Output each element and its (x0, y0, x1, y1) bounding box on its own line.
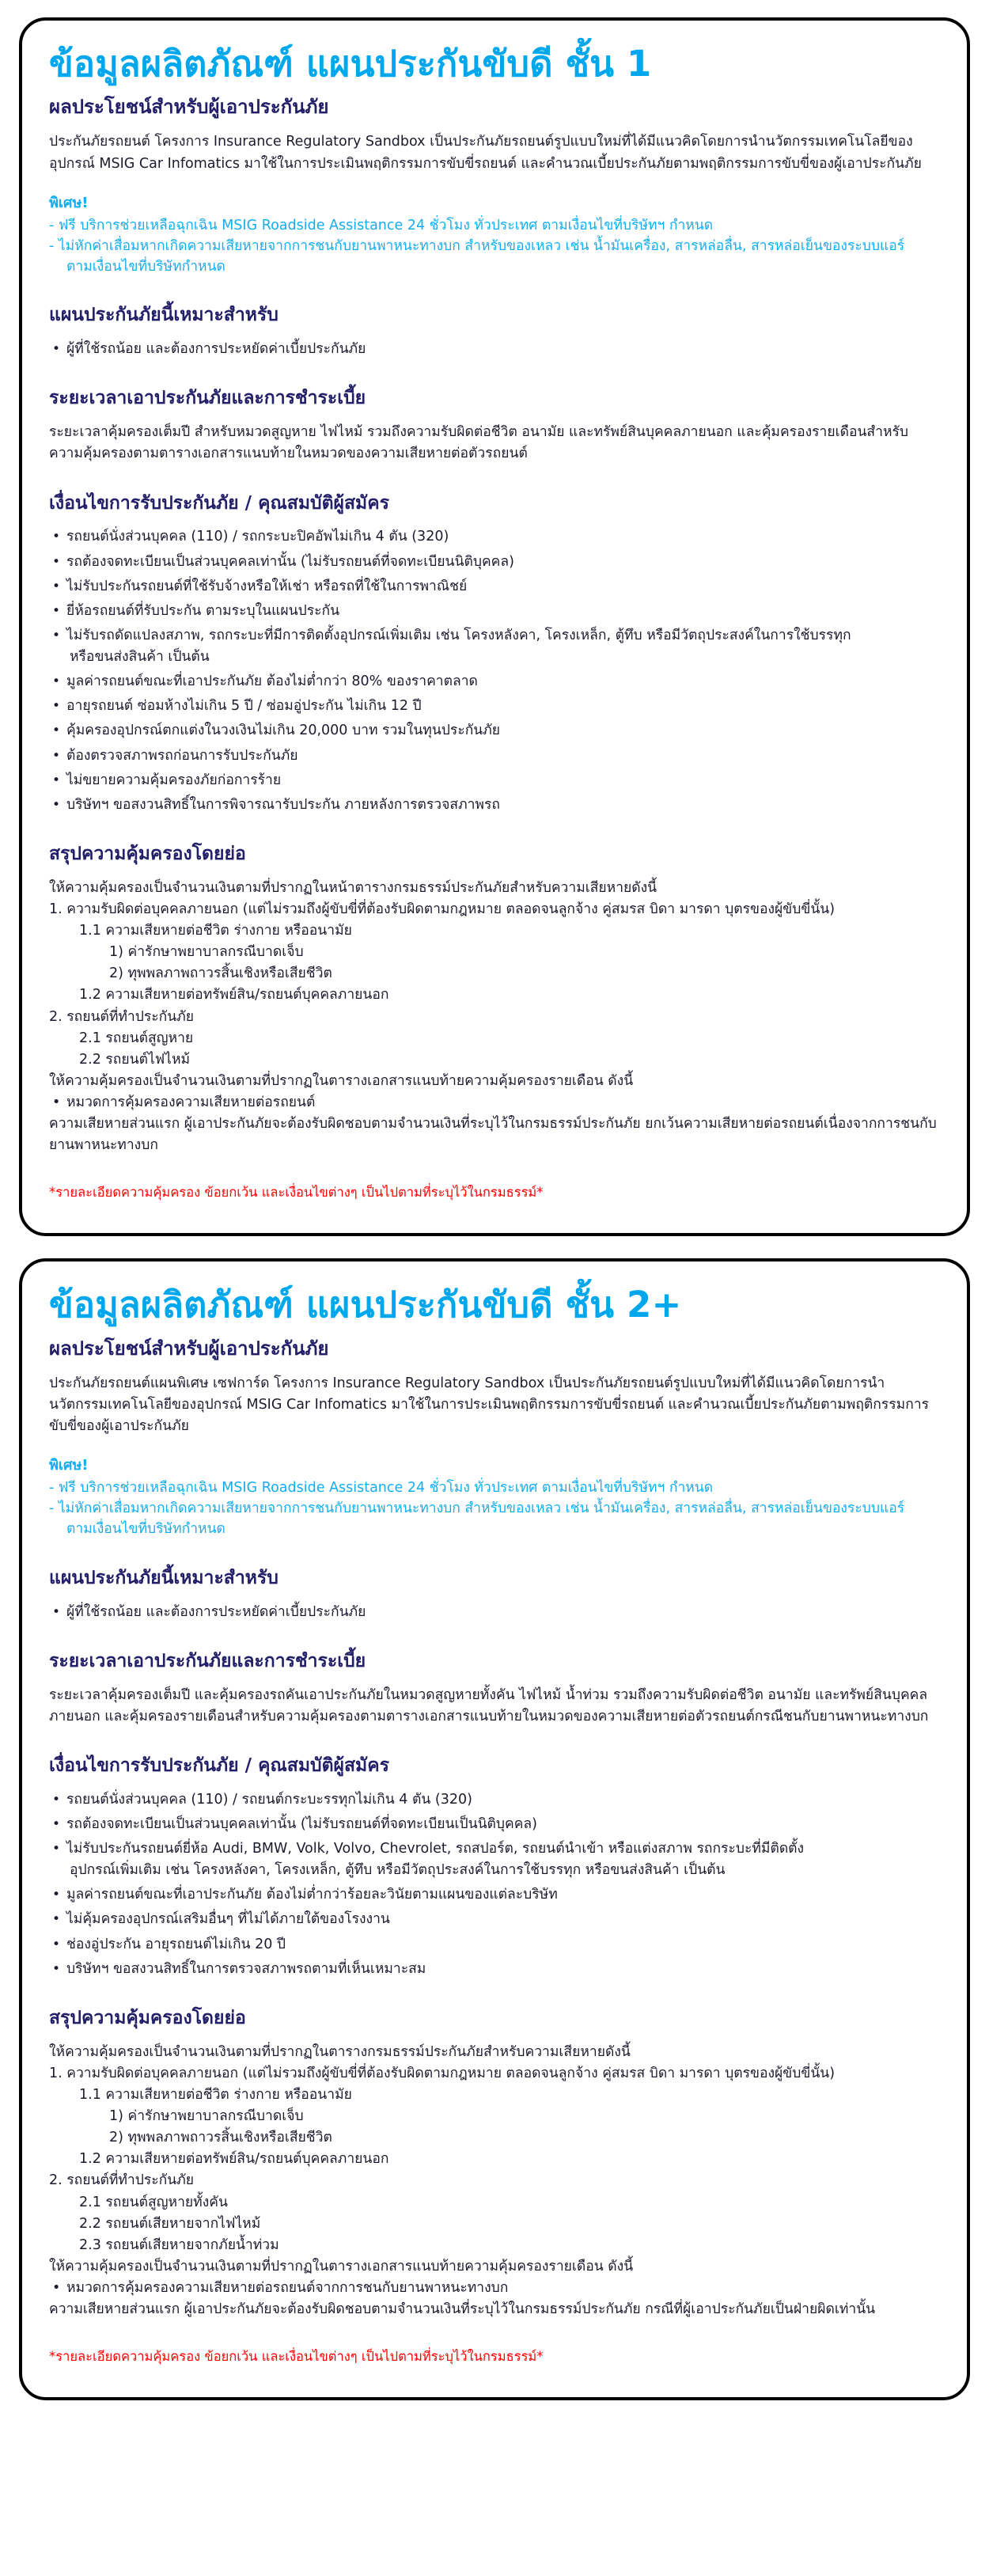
summary-line: 2) ทุพพลภาพถาวรสิ้นเชิงหรือเสียชีวิต (109, 966, 332, 982)
summary-line: ให้ความคุ้มครองเป็นจำนวนเงินตามที่ปรากฏในตารางเอกสารแนบท้ายความคุ้มครองรายเดือน ดังนี้ (49, 1072, 634, 1089)
period-paragraph: ระยะเวลาคุ้มครองเต็มปี และคุ้มครองรถคันเอาประกันภัยในหมวดสูญหายทั้งคัน ไฟไหม้ น้ำท่วม รวมถึงความรับผิดต่อชีวิต อนามัย และทรัพย์สินบุคคลภายนอก และคุ้มครองรายเดือนสำหรับความคุ้มครองตามตารางเอกสารแนบท้ายในหมวดของความเสียหายต่อตัวรถยนต์กรณีชนกับยานพาหนะทางบก (49, 1686, 929, 1724)
product-card-tier1 (19, 17, 970, 1236)
summary-line: 2.2 รถยนต์เสียหายจากไฟไหม้ (79, 2215, 261, 2232)
summary-line: • หมวดการคุ้มครองความเสียหายต่อรถยนต์ (49, 1092, 940, 1113)
list-item-text: ยี่ห้อรถยนต์ที่รับประกัน ตามระบุในแผนประกัน (66, 602, 340, 619)
list-item (49, 1934, 940, 1956)
special-line: - ฟรี บริการช่วยเหลือฉุกเฉิน MSIG Roadside Assistance 24 ชั่วโมง ทั่วประเทศ ตามเงื่อนไขที่บริษัทฯ กำหนด (49, 217, 714, 233)
benefits-heading: ผลประโยชน์สำหรับผู้เอาประกันภัย (49, 1337, 329, 1360)
list-item-text: ต้องตรวจสภาพรถก่อนการรับประกันภัย (66, 747, 298, 764)
list-item-text: ไม่รับประกันรถยนต์ยี่ห้อ Audi, BMW, Volk, Volvo, Chevrolet, รถสปอร์ต, รถยนต์นำเข้า หรือแต่งสภาพ รถกระบะที่มีติดตั้ง (66, 1841, 805, 1857)
footnote-disclaimer: *รายละเอียดความคุ้มครอง ข้อยกเว้น และเงื่อนไขต่างๆ เป็นไปตามที่ระบุไว้ในกรมธรรม์* (49, 2349, 544, 2365)
list-item (49, 720, 940, 742)
coverage-summary-heading: สรุปความคุ้มครองโดยย่อ (49, 843, 246, 864)
page-title: ข้อมูลผลิตภัณฑ์ แผนประกันขับดี ชั้น 1 (49, 43, 652, 85)
summary-line: 1.1 ความเสียหายต่อชีวิต ร่างกาย หรืออนามัย (79, 923, 352, 939)
summary-line: • หมวดการคุ้มครองความเสียหายต่อรถยนต์จากการชนกับยานพาหนะทางบก (49, 2278, 940, 2299)
special-line: - ฟรี บริการช่วยเหลือฉุกเฉิน MSIG Roadside Assistance 24 ชั่วโมง ทั่วประเทศ ตามเงื่อนไขที่บริษัทฯ กำหนด (49, 1479, 714, 1496)
summary-line: 2.1 รถยนต์สูญหายทั้งคัน (79, 2194, 228, 2210)
list-item (49, 745, 940, 767)
summary-line: 1. ความรับผิดต่อบุคคลภายนอก (แต่ไม่รวมถึงผู้ขับขี่ที่ต้องรับผิดตามกฎหมาย ตลอดจนลูกจ้าง คู่สมรส บิดา มารดา บุตรของผู้ขับขี่นั้น) (49, 2065, 836, 2081)
list-item (49, 1814, 940, 1835)
list-item (49, 696, 940, 717)
footnote-disclaimer: *รายละเอียดความคุ้มครอง ข้อยกเว้น และเงื่อนไขต่างๆ เป็นไปตามที่ระบุไว้ในกรมธรรม์* (49, 1185, 544, 1201)
summary-line: 2. รถยนต์ที่ทำประกันภัย (49, 2172, 194, 2189)
list-item (49, 601, 940, 622)
list-item (49, 671, 940, 692)
suitable-for-heading: แผนประกันภัยนี้เหมาะสำหรับ (49, 1567, 279, 1588)
list-item (49, 1909, 940, 1930)
coverage-summary-list (49, 878, 940, 1157)
list-item-continuation: หรือขนส่งสินค้า เป็นต้น (70, 649, 210, 666)
coverage-summary-list (49, 2042, 940, 2321)
conditions-list (49, 526, 940, 816)
summary-line: 2.3 รถยนต์เสียหายจากภัยน้ำท่วม (79, 2236, 279, 2253)
list-item-text: รถยนต์นั่งส่วนบุคคล (110) / รถกระบะปิคอัพไม่เกิน 4 ตัน (320) (66, 529, 449, 545)
list-item (49, 770, 940, 791)
summary-line: 1.2 ความเสียหายต่อทรัพย์สิน/รถยนต์บุคคลภายนอก (79, 987, 389, 1003)
suitable-for-heading: แผนประกันภัยนี้เหมาะสำหรับ (49, 305, 279, 326)
coverage-summary-heading: สรุปความคุ้มครองโดยย่อ (49, 2007, 246, 2028)
list-item-text: คุ้มครองอุปกรณ์ตกแต่งในวงเงินไม่เกิน 20,000 บาท รวมในทุนประกันภัย (66, 723, 501, 739)
summary-line: 1) ค่ารักษาพยาบาลกรณีบาดเจ็บ (109, 944, 304, 961)
special-heading: พิเศษ! (49, 194, 89, 211)
list-item (49, 625, 940, 668)
list-item (49, 1838, 940, 1881)
list-item-continuation: อุปกรณ์เพิ่มเติม เช่น โครงหลังคา, โครงเหล็ก, ตู้ทึบ หรือมีวัตถุประสงค์ในการใช้บรรทุก หรือขนส่งสินค้า เป็นต้น (70, 1862, 726, 1879)
list-item-text: ไม่ขยายความคุ้มครองภัยก่อการร้าย (66, 772, 282, 788)
summary-line: ให้ความคุ้มครองเป็นจำนวนเงินตามที่ปรากฏในตารางกรมธรรม์ประกันภัยสำหรับความเสียหายดังนี้ (49, 2043, 631, 2060)
list-item-text: ไม่รับประกันรถยนต์ที่ใช้รับจ้างหรือให้เช่า หรือรถที่ใช้ในการพาณิชย์ (66, 578, 468, 594)
summary-line: ให้ความคุ้มครองเป็นจำนวนเงินตามที่ปรากฏในตารางเอกสารแนบท้ายความคุ้มครองรายเดือน ดังนี้ (49, 2258, 634, 2274)
special-line: - ไม่หักค่าเสื่อมหากเกิดความเสียหายจากการชนกับยานพาหนะทางบก สำหรับของเหลว เช่น น้ำมันเครื่อง, สารหล่อลื่น, สารหล่อเย็นของระบบแอร์ (49, 1500, 905, 1517)
summary-line: ให้ความคุ้มครองเป็นจำนวนเงินตามที่ปรากฏในหน้าตารางกรมธรรม์ประกันภัยสำหรับความเสียหายดังนี้ (49, 879, 657, 896)
intro-paragraph: ประกันภัยรถยนต์แผนพิเศษ เซฟการ์ด โครงการ Insurance Regulatory Sandbox เป็นประกันภัยรถยนต์รูปแบบใหม่ที่ได้มีแนวคิดโดยการนำนวัตกรรมเทคโนโลยีของอุปกรณ์ MSIG Car Infomatics มาใช้ในการประเมินพฤติกรรมการขับขี่รถยนต์ และคำนวณเบี้ยประกันภัยตามพฤติกรรมการขับขี่ของผู้เอาประกันภัย (49, 1375, 930, 1434)
list-item-text: ไม่รับรถดัดแปลงสภาพ, รถกระบะที่มีการติดตั้งอุปกรณ์เพิ่มเติม เช่น โครงหลังคา, โครงเหล็ก, ตู้ทึบ หรือมีวัตถุประสงค์ในการใช้บรรทุก (66, 627, 851, 643)
page-title: ข้อมูลผลิตภัณฑ์ แผนประกันขับดี ชั้น 2+ (49, 1284, 682, 1326)
special-heading: พิเศษ! (49, 1456, 89, 1474)
list-item (49, 339, 940, 360)
summary-line: ความเสียหายส่วนแรก ผู้เอาประกันภัยจะต้องรับผิดชอบตามจำนวนเงินที่ระบุไว้ในกรมธรรม์ประกันภัย ยกเว้นความเสียหายต่อรถยนต์เนื่องจากการชนกับยานพาหนะทางบก (49, 1116, 937, 1154)
list-item-text: รถต้องจดทะเบียนเป็นส่วนบุคคลเท่านั้น (ไม่รับรถยนต์ที่จดทะเบียนนิติบุคคล) (66, 553, 514, 570)
special-line: - ไม่หักค่าเสื่อมหากเกิดความเสียหายจากการชนกับยานพาหนะทางบก สำหรับของเหลว เช่น น้ำมันเครื่อง, สารหล่อลื่น, สารหล่อเย็นของระบบแอร์ (49, 237, 905, 254)
summary-line: 2.1 รถยนต์สูญหาย (79, 1030, 194, 1046)
list-item-text: ช่องอู่ประกัน อายุรถยนต์ไม่เกิน 20 ปี (66, 1936, 286, 1952)
list-item (49, 1884, 940, 1906)
list-item-text: ผู้ที่ใช้รถน้อย และต้องการประหยัดค่าเบี้ยประกันภัย (66, 341, 366, 358)
summary-line: 2. รถยนต์ที่ทำประกันภัย (49, 1008, 194, 1025)
summary-line: 2.2 รถยนต์ไฟไหม้ (79, 1051, 191, 1068)
list-item-text: รถต้องจดทะเบียนเป็นส่วนบุคคลเท่านั้น (ไม่รับรถยนต์ที่จดทะเบียนเป็นนิติบุคคล) (66, 1815, 537, 1832)
list-item (49, 526, 940, 548)
conditions-heading: เงื่อนไขการรับประกันภัย / คุณสมบัติผู้สมัคร (49, 492, 389, 514)
conditions-heading: เงื่อนไขการรับประกันภัย / คุณสมบัติผู้สมัคร (49, 1755, 389, 1776)
list-item (49, 795, 940, 816)
list-item (49, 552, 940, 573)
list-item-text: อายุรถยนต์ ซ่อมห้างไม่เกิน 5 ปี / ซ่อมอู่ประกัน ไม่เกิน 12 ปี (66, 698, 422, 715)
benefits-heading: ผลประโยชน์สำหรับผู้เอาประกันภัย (49, 96, 329, 119)
list-item-text: มูลค่ารถยนต์ขณะที่เอาประกันภัย ต้องไม่ต่ำกว่า 80% ของราคาตลาด (66, 673, 478, 690)
special-line-continuation: ตามเงื่อนไขที่บริษัทกำหนด (66, 1521, 225, 1538)
suitable-for-list (49, 339, 940, 360)
list-item (49, 1789, 940, 1811)
list-item-text: มูลค่ารถยนต์ขณะที่เอาประกันภัย ต้องไม่ต่ำกว่าร้อยละวินัยตามแผนของแต่ละบริษัท (66, 1887, 558, 1903)
list-item-text: บริษัทฯ ขอสงวนสิทธิ์ในการพิจารณารับประกัน ภายหลังการตรวจสภาพรถ (66, 796, 500, 813)
period-paragraph: ระยะเวลาคุ้มครองเต็มปี สำหรับหมวดสูญหาย ไฟไหม้ รวมถึงความรับผิดต่อชีวิต อนามัย และทรัพย์สินบุคคลภายนอก และคุ้มครองรายเดือนสำหรับความคุ้มครองตามตารางเอกสารแนบท้ายในหมวดของความเสียหายต่อตัวรถยนต์ (49, 424, 908, 462)
period-payment-heading: ระยะเวลาเอาประกันภัยและการชำระเบี้ย (49, 388, 366, 409)
suitable-for-list (49, 1602, 940, 1623)
list-item (49, 576, 940, 598)
summary-line: ความเสียหายส่วนแรก ผู้เอาประกันภัยจะต้องรับผิดชอบตามจำนวนเงินที่ระบุไว้ในกรมธรรม์ประกันภัย กรณีที่ผู้เอาประกันภัยเป็นฝ่ายผิดเท่านั้น (49, 2301, 876, 2318)
summary-line: 1. ความรับผิดต่อบุคคลภายนอก (แต่ไม่รวมถึงผู้ขับขี่ที่ต้องรับผิดตามกฎหมาย ตลอดจนลูกจ้าง คู่สมรส บิดา มารดา บุตรของผู้ขับขี่นั้น) (49, 901, 836, 917)
summary-line: 1.2 ความเสียหายต่อทรัพย์สิน/รถยนต์บุคคลภายนอก (79, 2151, 389, 2168)
conditions-list (49, 1789, 940, 1980)
summary-line: 2) ทุพพลภาพถาวรสิ้นเชิงหรือเสียชีวิต (109, 2130, 332, 2146)
summary-line: 1) ค่ารักษาพยาบาลกรณีบาดเจ็บ (109, 2108, 304, 2125)
list-item (49, 1959, 940, 1980)
list-item (49, 1602, 940, 1623)
list-item-text: บริษัทฯ ขอสงวนสิทธิ์ในการตรวจสภาพรถตามที่เห็นเหมาะสม (66, 1960, 426, 1977)
list-item-text: ไม่คุ้มครองอุปกรณ์เสริมอื่นๆ ที่ไม่ได้ภายใต้ของโรงงาน (66, 1911, 390, 1928)
list-item-text: ผู้ที่ใช้รถน้อย และต้องการประหยัดค่าเบี้ยประกันภัย (66, 1603, 366, 1620)
list-item-text: รถยนต์นั่งส่วนบุคคล (110) / รถยนต์กระบะรรทุกไม่เกิน 4 ตัน (320) (66, 1791, 472, 1808)
special-line-continuation: ตามเงื่อนไขที่บริษัทกำหนด (66, 259, 225, 275)
product-card-tier2plus (19, 1258, 970, 2400)
summary-line: 1.1 ความเสียหายต่อชีวิต ร่างกาย หรืออนามัย (79, 2086, 352, 2103)
period-payment-heading: ระยะเวลาเอาประกันภัยและการชำระเบี้ย (49, 1650, 366, 1671)
intro-paragraph: ประกันภัยรถยนต์ โครงการ Insurance Regulatory Sandbox เป็นประกันภัยรถยนต์รูปแบบใหม่ที่ได้มีแนวคิดโดยการนำนวัตกรรมเทคโนโลยีของอุปกรณ์ MSIG Car Infomatics มาใช้ในการประเมินพฤติกรรมการขับขี่รถยนต์ และคำนวณเบี้ยประกันภัยตามพฤติกรรมการขับขี่ของผู้เอาประกันภัย (49, 134, 922, 172)
